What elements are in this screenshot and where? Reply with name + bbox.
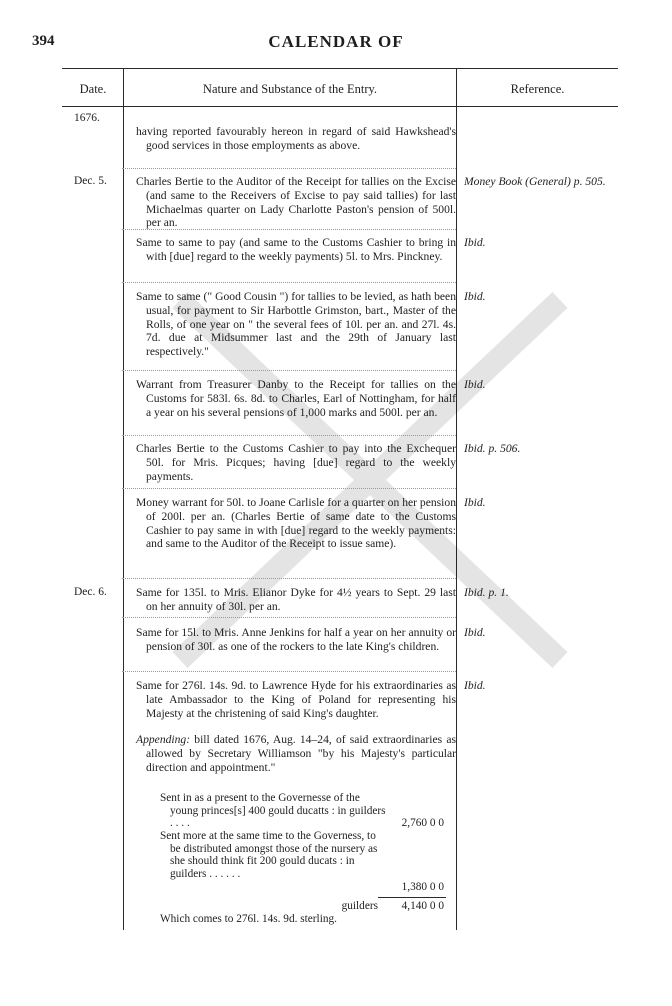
column-header-date: Date. [79, 82, 107, 96]
account-total-amount: 4,140 0 0 [401, 900, 444, 912]
entry-separator [122, 488, 456, 489]
entry-text: Charles Bertie to the Customs Cashier to pay into the Exchequer 50l. for Mris. Picques; having [due] regard to the weekly payments. [136, 442, 456, 483]
entry-reference: Ibid. p. 506. [464, 442, 521, 455]
entry-reference: Ibid. [464, 626, 486, 639]
entry-reference: Ibid. [464, 679, 486, 692]
account-item: Sent more at the same time to the Governess, to be distributed amongst those of the nursery as she should think fit 200 gould ducats : in guilders . . . . . . [160, 830, 378, 880]
entry-reference: Ibid. [464, 290, 486, 303]
account-amount: 2,760 0 0 [401, 817, 444, 829]
column-header-reference: Reference. [510, 82, 565, 96]
entry-separator [122, 435, 456, 436]
table-top-rule [62, 68, 618, 69]
account-total-rule [378, 897, 446, 898]
entry-text: Same to same (" Good Cousin ") for tallies to be levied, as hath been usual, for payment to Sir Harbottle Grimston, bart., Master of the Rolls, of one year on " the several fees of 10l. per an. and 27l. 4s. 7d. due at Midsummer last and the 29th of January last respectively." [136, 290, 456, 359]
appending-note [136, 733, 456, 774]
entry-separator [122, 370, 456, 371]
entry-text: Same to same to pay (and same to the Customs Cashier to bring in with [due] regard to the weekly payments) 5l. to Mrs. Pinckney. [136, 236, 456, 263]
entry-date: Dec. 5. [74, 175, 107, 187]
entry-separator [122, 168, 456, 169]
entry-date: 1676. [74, 112, 100, 124]
entry-text: having reported favourably hereon in regard of said Hawkshead's good services in those employments as above. [136, 125, 456, 152]
column-rule-left [123, 68, 124, 930]
account-item: Sent in as a present to the Governesse of the young princes[s] 400 gould ducatts : in guilders . . . . [160, 792, 386, 830]
appending-label: Appending: [136, 733, 191, 746]
column-rule-right [456, 68, 457, 930]
entry-reference: Ibid. [464, 496, 486, 509]
appending-text: bill dated 1676, Aug. 14–24, of said extraordinaries as allowed by Secretary Williamson "by his Majesty's particular direction and appointment." [146, 733, 456, 774]
table-header-rule [62, 106, 618, 107]
account-conclusion: Which comes to 276l. 14s. 9d. sterling. [160, 913, 337, 925]
entry-separator [122, 229, 456, 230]
entry-text: Charles Bertie to the Auditor of the Receipt for tallies on the Excise (and same to the Receivers of Excise to pay said tallies) for last Michaelmas quarter on Lady Charlotte Paston's pension of 500l. per an. [136, 175, 456, 230]
entry-text: Same for 135l. to Mris. Elianor Dyke for 4½ years to Sept. 29 last on her annuity of 30l. per an. [136, 586, 456, 613]
column-header-nature: Nature and Substance of the Entry. [202, 82, 378, 96]
entry-text: Money warrant for 50l. to Joane Carlisle for a quarter on her pension of 200l. per an. (Charles Bertie of same date to the Customs Cashier to pay same in with [due] regard to the weekly payments: and same to the Auditor of the Receipt to issue same). [136, 496, 456, 551]
page-title: CALENDAR OF [268, 32, 404, 51]
entry-date: Dec. 6. [74, 586, 107, 598]
entry-separator [122, 578, 456, 579]
entry-text: Same for 15l. to Mris. Anne Jenkins for half a year on her annuity or pension of 30l. as one of the rockers to the late King's children. [136, 626, 456, 653]
entry-text: Same for 276l. 14s. 9d. to Lawrence Hyde for his extraordinaries as late Ambassador to the King of Poland for representing his Majesty at the christening of said King's daughter. [136, 679, 456, 720]
entry-reference: Money Book (General) p. 505. [464, 175, 606, 188]
entry-separator [122, 671, 456, 672]
account-amount: 1,380 0 0 [401, 881, 444, 893]
account-total-label: guilders [341, 900, 378, 912]
entry-text: Warrant from Treasurer Danby to the Receipt for tallies on the Customs for 583l. 6s. 8d. to Charles, Earl of Nottingham, for half a year on his several pensions of 1,000 marks and 500l. per an. [136, 378, 456, 419]
entry-reference: Ibid. p. 1. [464, 586, 509, 599]
page-number: 394 [32, 33, 55, 49]
entry-separator [122, 282, 456, 283]
entry-reference: Ibid. [464, 378, 486, 391]
entry-separator [122, 617, 456, 618]
entry-reference: Ibid. [464, 236, 486, 249]
